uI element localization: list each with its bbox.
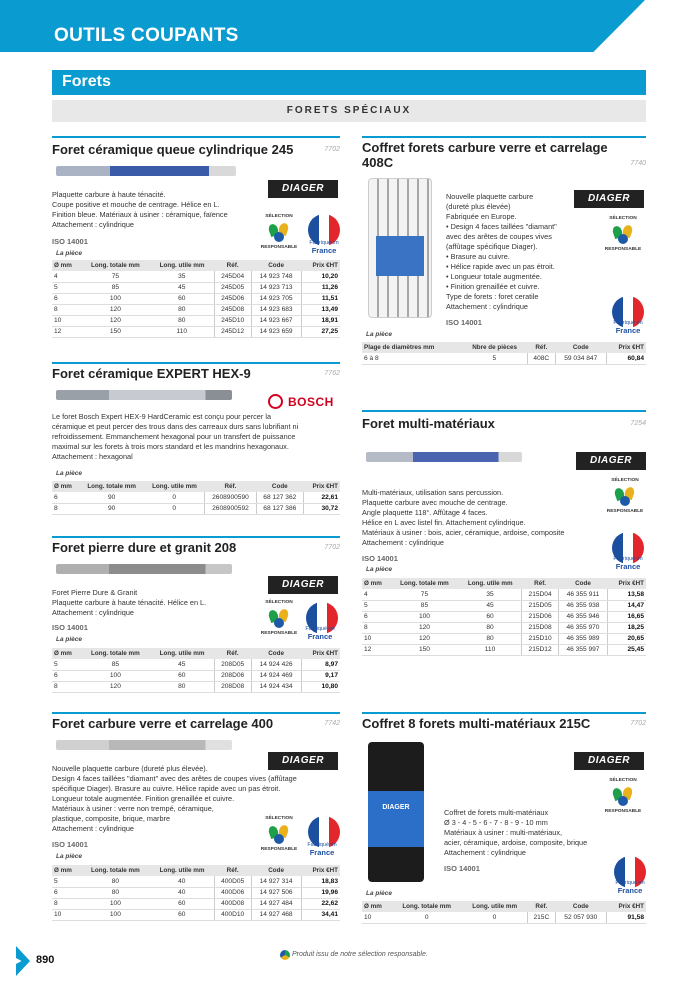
table-row	[362, 353, 646, 364]
table-cell: 245D10	[214, 315, 251, 326]
made-in-france-label: Fabriqué en France	[309, 240, 339, 255]
diager-logo: DIAGER	[268, 752, 338, 770]
table-cell: 215C	[527, 912, 555, 923]
table-cell: 120	[390, 633, 458, 644]
product-table: Plage de diamètres mm Nbre de pièces Réf. Code Prix €HT 6 à 8 5 408C 59 034 847 60,84	[362, 342, 646, 365]
product-title: Foret céramique EXPERT HEX-9	[52, 366, 251, 381]
table-row	[52, 326, 340, 337]
table-cell: 0	[391, 912, 462, 923]
table-cell: 60	[459, 611, 522, 622]
table-cell: 245D06	[214, 293, 251, 304]
table-cell: 5	[52, 876, 81, 887]
table-cell: 14 927 314	[251, 876, 301, 887]
table-row	[362, 912, 646, 923]
table-cell: 215D06	[522, 611, 558, 622]
table-cell: 120	[81, 304, 150, 315]
table-cell: 6	[52, 670, 81, 681]
table-row	[362, 600, 646, 611]
table-cell: 215D05	[522, 600, 558, 611]
table-cell: 215D12	[522, 644, 558, 655]
table-cell: 10	[52, 315, 81, 326]
table-cell: 110	[459, 644, 522, 655]
card-divider	[52, 536, 340, 538]
selection-responsable-badge: SÉLECTION RESPONSABLE	[602, 776, 644, 818]
table-cell: 80	[81, 876, 150, 887]
product-title: Coffret 8 forets multi-matériaux 215C	[362, 716, 591, 731]
product-card-hex9	[52, 362, 340, 524]
table-cell: 34,41	[301, 909, 340, 920]
table-cell: 11,51	[301, 293, 340, 304]
table-cell: 14 924 426	[251, 659, 301, 670]
table-cell: 75	[81, 271, 150, 282]
table-cell: 5	[52, 659, 81, 670]
table-cell: 80	[81, 887, 150, 898]
table-cell: 85	[81, 282, 150, 293]
table-cell: 85	[81, 659, 150, 670]
case-product-image	[368, 742, 424, 882]
product-description: Foret Pierre Dure & Granit Plaquette carbure à haute ténacité. Hélice en L. Attachement : cylindrique	[52, 588, 207, 617]
table-cell: 100	[81, 898, 150, 909]
table-cell: 35	[150, 271, 214, 282]
product-description: Le foret Bosch Expert HEX-9 HardCeramic est conçu pour percer la céramique et peut percer des trous dans des carreaux durs sans lubrifiant ni refroidissement. Emmanchement hexagonal pour un transfert de puissance maximal sur les forets à trois mors standard et les mandrins hexagonaux. Attachement : hexagonal	[52, 412, 299, 461]
table-cell: 9,17	[301, 670, 340, 681]
table-cell: 5	[462, 353, 528, 364]
table-cell: 40	[150, 876, 214, 887]
product-title: Foret pierre dure et granit 208	[52, 540, 237, 555]
drill-bit-image	[56, 166, 236, 176]
product-code: 7740	[630, 160, 646, 167]
table-cell: 27,25	[301, 326, 340, 337]
table-cell: 0	[144, 503, 204, 514]
diager-logo: DIAGER	[574, 752, 644, 770]
table-cell: 59 034 847	[555, 353, 606, 364]
table-cell: 14 924 469	[251, 670, 301, 681]
table-cell: 35	[459, 589, 522, 600]
section-title: Forets	[62, 73, 111, 90]
iso-label: ISO 14001	[446, 318, 482, 327]
page-title: OUTILS COUPANTS	[54, 25, 239, 46]
card-divider	[362, 410, 646, 412]
table-cell: 18,91	[301, 315, 340, 326]
footer-note: Produit issu de notre sélection responsable.	[292, 951, 428, 958]
product-description: Nouvelle plaquette carbure (dureté plus élevée) Fabriquée en Europe. • Design 4 faces taillées "diamant" avec des arêtes de coupes vives (affûtage spécifique Diager). • Brasure au cuivre. • Hélice rapide avec un pas étroit. • Longueur totale augmentée. • Finition grenaillée et cuivre. Type de forets : foret ceratile Attachement : cylindrique	[446, 192, 557, 311]
table-cell: 4	[52, 271, 81, 282]
product-table: Ø mm Long. totale mm Long. utile mm Réf. Code Prix €HT 4 75 35 215D04 46 355 911 13,58 5 85 45 215D05 46 355 938 14,47 6 100 60 215D06 46 355 946 16,65 8 120 80 215D08 46 355 970 18,25 10 120 80 215D10 46 355 989 20,65 12 150 110 215D12 46 355 997 25,45	[364, 580, 644, 653]
table-cell: 120	[390, 622, 458, 633]
table-row	[52, 293, 340, 304]
table-row	[362, 622, 646, 633]
product-description: Multi-matériaux, utilisation sans percussion. Plaquette carbure avec mouche de centrage. Angle plaquette 118°. Affûtage 4 faces. Hélice en L avec listel fin. Attachement cylindrique. Matériaux à usiner : bois, acier, céramique, ardoise, composite Attachement : cylindrique	[362, 488, 565, 547]
table-row	[52, 909, 340, 920]
iso-label: ISO 14001	[52, 237, 88, 246]
diager-logo: DIAGER	[574, 190, 644, 208]
table-cell: 52 057 930	[555, 912, 606, 923]
table-cell: 2608900590	[205, 492, 257, 503]
table-cell: 208D08	[214, 681, 251, 692]
table-row	[362, 611, 646, 622]
table-cell: 10	[52, 909, 81, 920]
table-cell: 46 355 989	[558, 633, 607, 644]
case-label	[376, 236, 424, 276]
drill-bit-image	[366, 452, 522, 462]
table-cell: 215D10	[522, 633, 558, 644]
made-in-france-label: Fabriqué en France	[613, 556, 643, 571]
table-cell: 10,80	[301, 681, 340, 692]
table-cell: 8	[52, 304, 81, 315]
table-row	[52, 681, 340, 692]
made-in-france-label: Fabriqué en France	[305, 626, 335, 641]
product-card-408c	[362, 136, 646, 376]
table-cell: 0	[462, 912, 527, 923]
table-cell: 11,26	[301, 282, 340, 293]
table-cell: 46 355 946	[558, 611, 607, 622]
table-cell: 22,62	[301, 898, 340, 909]
table-cell: 10,20	[301, 271, 340, 282]
table-cell: 80	[150, 315, 214, 326]
table-cell: 46 355 938	[558, 600, 607, 611]
product-table: Ø mm Long. totale mm Long. utile mm Réf. Code Prix €HT 6 90 0 2608900590 68 127 362 22,61 8 90 0 2608900592 68 127 386 30,72	[54, 483, 338, 512]
made-in-france-label: Fabriqué en France	[307, 842, 337, 857]
product-card-215c	[362, 712, 646, 937]
card-divider	[52, 362, 340, 364]
table-cell: 5	[52, 282, 81, 293]
table-cell: 100	[81, 909, 150, 920]
table-cell: 25,45	[608, 644, 646, 655]
piece-label: La pièce	[366, 890, 393, 897]
table-row	[52, 315, 340, 326]
table-cell: 245D08	[214, 304, 251, 315]
product-title: Coffret forets carbure verre et carrelage 408C	[362, 140, 608, 170]
section-bar	[52, 70, 646, 95]
iso-label: ISO 14001	[444, 864, 480, 873]
product-card-400	[52, 712, 340, 937]
table-row	[52, 876, 340, 887]
table-cell: 8,97	[301, 659, 340, 670]
table-row	[52, 898, 340, 909]
table-cell: 60	[150, 293, 214, 304]
table-cell: 90	[79, 492, 144, 503]
made-in-france-label: Fabriqué en France	[613, 320, 643, 335]
table-cell: 14 923 705	[251, 293, 301, 304]
table-cell: 18,25	[608, 622, 646, 633]
table-row	[362, 589, 646, 600]
selection-responsable-icon	[280, 950, 290, 960]
table-cell: 8	[362, 622, 390, 633]
table-cell: 245D12	[214, 326, 251, 337]
diager-logo: DIAGER	[268, 180, 338, 198]
table-cell: 80	[150, 681, 214, 692]
table-cell: 22,61	[303, 492, 340, 503]
table-cell: 120	[81, 681, 150, 692]
piece-label: La pièce	[56, 853, 83, 860]
subsection-title: FORETS SPÉCIAUX	[52, 100, 646, 122]
product-title: Foret céramique queue cylindrique 245	[52, 142, 294, 157]
table-cell: 110	[150, 326, 214, 337]
table-cell: 20,65	[608, 633, 646, 644]
table-cell: 14 923 659	[251, 326, 301, 337]
table-cell: 18,83	[301, 876, 340, 887]
page-arrow-icon	[16, 946, 30, 976]
table-row	[52, 659, 340, 670]
table-cell: 408C	[527, 353, 555, 364]
table-cell: 208D05	[214, 659, 251, 670]
table-cell: 14 927 484	[251, 898, 301, 909]
table-cell: 120	[81, 315, 150, 326]
table-row	[362, 633, 646, 644]
table-cell: 6	[362, 611, 390, 622]
product-title: Foret multi-matériaux	[362, 416, 495, 431]
table-cell: 19,96	[301, 887, 340, 898]
card-divider	[52, 712, 340, 714]
table-cell: 10	[362, 633, 390, 644]
selection-responsable-badge: SÉLECTION RESPONSABLE	[604, 476, 646, 518]
case-brand-label: DIAGER	[382, 804, 410, 811]
table-cell: 245D05	[214, 282, 251, 293]
table-cell: 208D06	[214, 670, 251, 681]
card-divider	[52, 136, 340, 138]
table-cell: 8	[52, 898, 81, 909]
piece-label: La pièce	[56, 470, 83, 477]
table-cell: 80	[459, 633, 522, 644]
product-code: 7702	[324, 544, 340, 551]
made-in-france-label: Fabriqué en France	[615, 880, 645, 895]
table-cell: 30,72	[303, 503, 340, 514]
product-table: Ø mm Long. totale mm Long. utile mm Réf. Code Prix €HT 10 0 0 215C 52 057 930 91,58	[362, 901, 646, 924]
table-cell: 6	[52, 293, 81, 304]
table-cell: 8	[52, 503, 79, 514]
table-cell: 46 355 970	[558, 622, 607, 633]
table-cell: 13,58	[608, 589, 646, 600]
product-code: 7742	[324, 720, 340, 727]
table-cell: 68 127 362	[256, 492, 303, 503]
table-cell: 14 927 506	[251, 887, 301, 898]
product-card-245	[52, 136, 340, 351]
table-cell: 4	[362, 589, 390, 600]
product-code: 7254	[630, 420, 646, 427]
table-cell: 2608900592	[205, 503, 257, 514]
piece-label: La pièce	[366, 566, 393, 573]
table-row	[52, 282, 340, 293]
table-cell: 100	[81, 670, 150, 681]
table-cell: 14 923 683	[251, 304, 301, 315]
table-cell: 60	[150, 909, 214, 920]
product-description: Coffret de forets multi-matériaux Ø 3 - 4 - 5 - 6 - 7 - 8 - 9 - 10 mm Matériaux à usiner : multi-matériaux, acier, céramique, ardoise, composite, brique Attachement : cylindrique	[444, 808, 588, 857]
table-row	[52, 503, 340, 514]
table-cell: 45	[459, 600, 522, 611]
table-cell: 80	[459, 622, 522, 633]
piece-label: La pièce	[56, 636, 83, 643]
table-cell: 14,47	[608, 600, 646, 611]
card-divider	[362, 136, 646, 138]
product-code: 7702	[630, 720, 646, 727]
piece-label: La pièce	[366, 331, 393, 338]
card-divider	[362, 712, 646, 714]
table-cell: 6 à 8	[362, 353, 462, 364]
table-cell: 150	[390, 644, 458, 655]
table-cell: 14 923 713	[251, 282, 301, 293]
table-cell: 400D10	[214, 909, 251, 920]
table-cell: 14 923 667	[251, 315, 301, 326]
product-card-208	[52, 536, 340, 698]
product-description: Plaquette carbure à haute ténacité. Coupe positive et mouche de centrage. Hélice en L. Finition bleue. Matériaux à usiner : céramique, faïence Attachement : cylindrique	[52, 190, 228, 229]
table-cell: 60,84	[606, 353, 646, 364]
product-table: Ø mm Long. totale mm Long. utile mm Réf. Code Prix €HT 5 85 45 208D05 14 924 426 8,97 6 100 60 208D06 14 924 469 9,17 8 120 80 208D08 14 924 434 10,80	[54, 650, 338, 690]
table-row	[52, 670, 340, 681]
iso-label: ISO 14001	[52, 623, 88, 632]
product-title: Foret carbure verre et carrelage 400	[52, 716, 274, 731]
table-cell: 16,65	[608, 611, 646, 622]
table-cell: 46 355 997	[558, 644, 607, 655]
page-number: 890	[36, 954, 55, 966]
table-cell: 85	[390, 600, 458, 611]
product-table: Ø mm Long. totale mm Long. utile mm Réf. Code Prix €HT 5 80 40 400D05 14 927 314 18,83 6 80 40 400D06 14 927 506 19,96 8 100 60 400D08 14 927 484 22,62 10 100 60 400D10 14 927 468 34,41	[54, 867, 338, 918]
table-cell: 400D06	[214, 887, 251, 898]
table-row	[52, 887, 340, 898]
drill-bit-image	[56, 390, 232, 400]
bosch-logo: BOSCH	[288, 395, 334, 409]
table-cell: 400D05	[214, 876, 251, 887]
table-cell: 90	[79, 503, 144, 514]
product-code: 7702	[324, 146, 340, 153]
table-row	[52, 492, 340, 503]
table-cell: 215D08	[522, 622, 558, 633]
table-cell: 60	[150, 670, 214, 681]
table-cell: 10	[362, 912, 391, 923]
selection-responsable-badge: SÉLECTION RESPONSABLE	[258, 598, 300, 640]
table-cell: 14 927 468	[251, 909, 301, 920]
table-row	[52, 271, 340, 282]
table-cell: 14 923 748	[251, 271, 301, 282]
table-cell: 91,58	[606, 912, 646, 923]
selection-responsable-badge: SÉLECTION RESPONSABLE	[602, 214, 644, 256]
table-cell: 12	[362, 644, 390, 655]
iso-label: ISO 14001	[52, 840, 88, 849]
table-cell: 6	[52, 887, 81, 898]
table-cell: 150	[81, 326, 150, 337]
product-table: Ø mm Long. totale mm Long. utile mm Réf. Code Prix €HT 4 75 35 245D04 14 923 748 10,20 5 85 45 245D05 14 923 713 11,26 6 100 60 245D06 14 923 705 11,51 8 120 80 245D08 14 923 683 13,49 10 120 80 245D10 14 923 667 18,91 12 150 110 245D12 14 923 659 27,25	[54, 262, 338, 335]
table-cell: 80	[150, 304, 214, 315]
product-description: Nouvelle plaquette carbure (dureté plus élevée). Design 4 faces taillées "diamant" avec des arêtes de coupes vives (affûtage spécifique Diager). Brasure au cuivre. Hélice rapide avec un pas étroit. Longueur totale augmentée. Finition grenaillée et cuivre. Matériaux à usiner : verre non trempé, céramique, plastique, composite, brique, marbre Attachement : cylindrique	[52, 764, 297, 833]
product-code: 7762	[324, 370, 340, 377]
table-cell: 46 355 911	[558, 589, 607, 600]
product-card-multi	[362, 410, 646, 695]
table-cell: 215D04	[522, 589, 558, 600]
diager-logo: DIAGER	[576, 452, 646, 470]
table-cell: 14 924 434	[251, 681, 301, 692]
table-cell: 12	[52, 326, 81, 337]
table-cell: 45	[150, 659, 214, 670]
selection-responsable-badge: SÉLECTION RESPONSABLE	[258, 814, 300, 856]
table-cell: 245D04	[214, 271, 251, 282]
bosch-logo-icon	[268, 394, 283, 409]
drill-bit-image	[56, 564, 232, 574]
diager-logo: DIAGER	[268, 576, 338, 594]
table-row	[362, 644, 646, 655]
table-cell: 60	[150, 898, 214, 909]
table-cell: 45	[150, 282, 214, 293]
table-cell: 400D08	[214, 898, 251, 909]
table-cell: 40	[150, 887, 214, 898]
table-cell: 8	[52, 681, 81, 692]
table-row	[52, 304, 340, 315]
table-cell: 68 127 386	[256, 503, 303, 514]
table-cell: 75	[390, 589, 458, 600]
table-cell: 13,49	[301, 304, 340, 315]
piece-label: La pièce	[56, 250, 83, 257]
table-cell: 5	[362, 600, 390, 611]
table-cell: 100	[390, 611, 458, 622]
table-cell: 0	[144, 492, 204, 503]
drill-bit-image	[56, 740, 232, 750]
selection-responsable-badge: SÉLECTION RESPONSABLE	[258, 212, 300, 254]
table-cell: 6	[52, 492, 79, 503]
iso-label: ISO 14001	[362, 554, 398, 563]
table-cell: 100	[81, 293, 150, 304]
